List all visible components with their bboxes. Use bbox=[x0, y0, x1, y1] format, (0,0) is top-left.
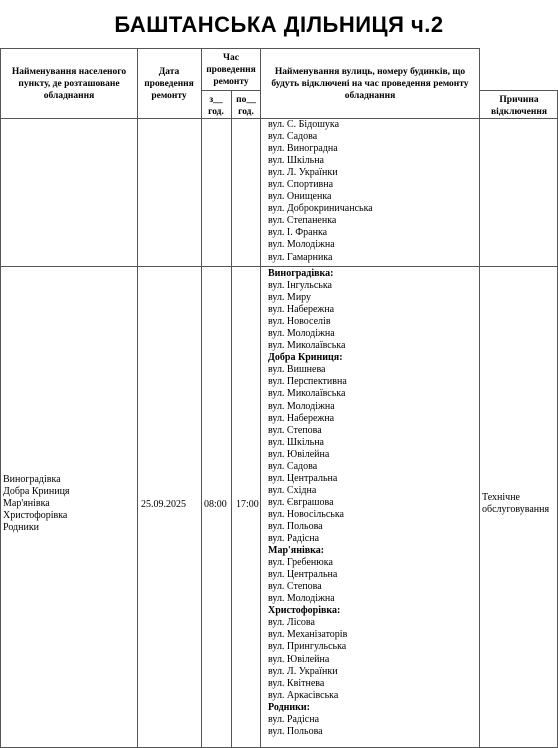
list-item: вул. Степаненка bbox=[268, 215, 337, 227]
list-item: вул. Центральна bbox=[268, 569, 338, 581]
list-item: вул. Лісова bbox=[268, 617, 315, 629]
row1-street-list bbox=[268, 119, 373, 264]
list-item: вул. Садова bbox=[268, 131, 318, 143]
settlement-group-heading: Мар'янівка: bbox=[268, 545, 325, 557]
settlement-group-heading: Добра Криниця: bbox=[268, 352, 343, 364]
list-item: вул. Молодіжна bbox=[268, 593, 335, 605]
page-title: БАШТАНСЬКА ДІЛЬНИЦЯ ч.2 bbox=[114, 12, 444, 37]
header-from: з__ год. bbox=[208, 95, 224, 117]
list-item: вул. Новоселів bbox=[268, 316, 331, 328]
list-item: вул. Радісна bbox=[268, 713, 320, 725]
list-item: вул. Степова bbox=[268, 581, 322, 593]
time-to: 17:00 bbox=[236, 499, 259, 510]
list-item: вул. Набережна bbox=[268, 304, 335, 316]
list-item: вул. Спортивна bbox=[268, 179, 334, 191]
settlement-name: Добра Криниця bbox=[3, 486, 70, 497]
list-item: вул. Миру bbox=[268, 292, 312, 304]
table-top-border bbox=[0, 48, 479, 49]
list-item: вул. Л. Українки bbox=[268, 665, 338, 677]
column-divider bbox=[201, 48, 202, 748]
list-item: вул. Прингульська bbox=[268, 641, 347, 653]
repair-date: 25.09.2025 bbox=[141, 499, 186, 510]
list-item: вул. Садова bbox=[268, 460, 318, 472]
header-to: по__ год. bbox=[236, 95, 256, 117]
list-item: вул. Інгульська bbox=[268, 280, 332, 292]
list-item: вул. Молодіжна bbox=[268, 328, 335, 340]
list-item: вул. Молодіжна bbox=[268, 400, 335, 412]
list-item: вул. Степова bbox=[268, 424, 322, 436]
row2-street-list bbox=[268, 268, 347, 738]
list-item: вул. Виноградна bbox=[268, 143, 338, 155]
column-divider bbox=[479, 48, 480, 748]
list-item: вул. Молодіжна bbox=[268, 239, 335, 251]
list-item: вул. Радісна bbox=[268, 533, 320, 545]
header-streets: Найменування вулиць, номеру будинків, що будуть відключені на час проведення ремонту обладнання bbox=[271, 67, 469, 101]
list-item: вул. Польова bbox=[268, 520, 323, 532]
list-item: вул. Миколаївська bbox=[268, 340, 346, 352]
list-item: вул. Польова bbox=[268, 725, 323, 737]
list-item: вул. Ювілейна bbox=[268, 448, 330, 460]
list-item: вул. Шкільна bbox=[268, 436, 324, 448]
settlement-group-heading: Родники: bbox=[268, 701, 311, 713]
list-item: вул. Онищенка bbox=[268, 191, 332, 203]
list-item: вул. Доброкриничанська bbox=[268, 203, 373, 215]
list-item: вул. Набережна bbox=[268, 412, 335, 424]
settlement-group-heading: Виноградівка: bbox=[268, 268, 334, 279]
list-item: вул. Гребенюка bbox=[268, 557, 333, 569]
settlement-name: Виноградівка bbox=[3, 474, 61, 485]
column-divider bbox=[260, 48, 261, 748]
settlement-name: Мар'янівка bbox=[3, 498, 50, 509]
list-item: вул. Новосільська bbox=[268, 508, 344, 520]
list-item: вул. Східна bbox=[268, 484, 317, 496]
list-item: вул. Л. Українки bbox=[268, 167, 338, 179]
header-time: Час проведення ремонту bbox=[206, 53, 256, 87]
list-item: вул. Гамарника bbox=[268, 251, 333, 263]
list-item: вул. Центральна bbox=[268, 472, 338, 484]
list-item: вул. С. Бідошука bbox=[268, 119, 340, 130]
list-item: вул. Квітнева bbox=[268, 677, 325, 689]
header-settlement: Найменування населеного пункту, де розташоване обладнання bbox=[11, 67, 127, 101]
list-item: вул. Аркасівська bbox=[268, 689, 339, 701]
reason-text: Технічне обслуговування bbox=[482, 492, 550, 515]
list-item: вул. Миколаївська bbox=[268, 388, 346, 400]
header-date: Дата проведення ремонту bbox=[144, 67, 194, 101]
list-item: вул. І. Франка bbox=[268, 227, 328, 239]
table-top-border-reason bbox=[479, 90, 558, 91]
list-item: вул. Шкільна bbox=[268, 155, 324, 167]
column-divider bbox=[0, 48, 1, 748]
list-item: вул. Ювілейна bbox=[268, 653, 330, 665]
list-item: вул. Євграшова bbox=[268, 496, 334, 508]
settlement-name: Христофорівка bbox=[3, 510, 68, 521]
row-divider bbox=[0, 266, 558, 267]
settlement-group-heading: Христофорівка: bbox=[268, 605, 341, 617]
list-item: вул. Вишнева bbox=[268, 364, 326, 376]
list-item: вул. Перспективна bbox=[268, 376, 347, 388]
time-from: 08:00 bbox=[204, 499, 227, 510]
list-item: вул. Механізаторів bbox=[268, 629, 348, 641]
column-divider bbox=[137, 48, 138, 748]
settlement-list bbox=[3, 474, 70, 534]
column-divider bbox=[231, 90, 232, 748]
settlement-name: Родники bbox=[3, 522, 40, 533]
header-reason: Причина відключення bbox=[491, 95, 547, 117]
